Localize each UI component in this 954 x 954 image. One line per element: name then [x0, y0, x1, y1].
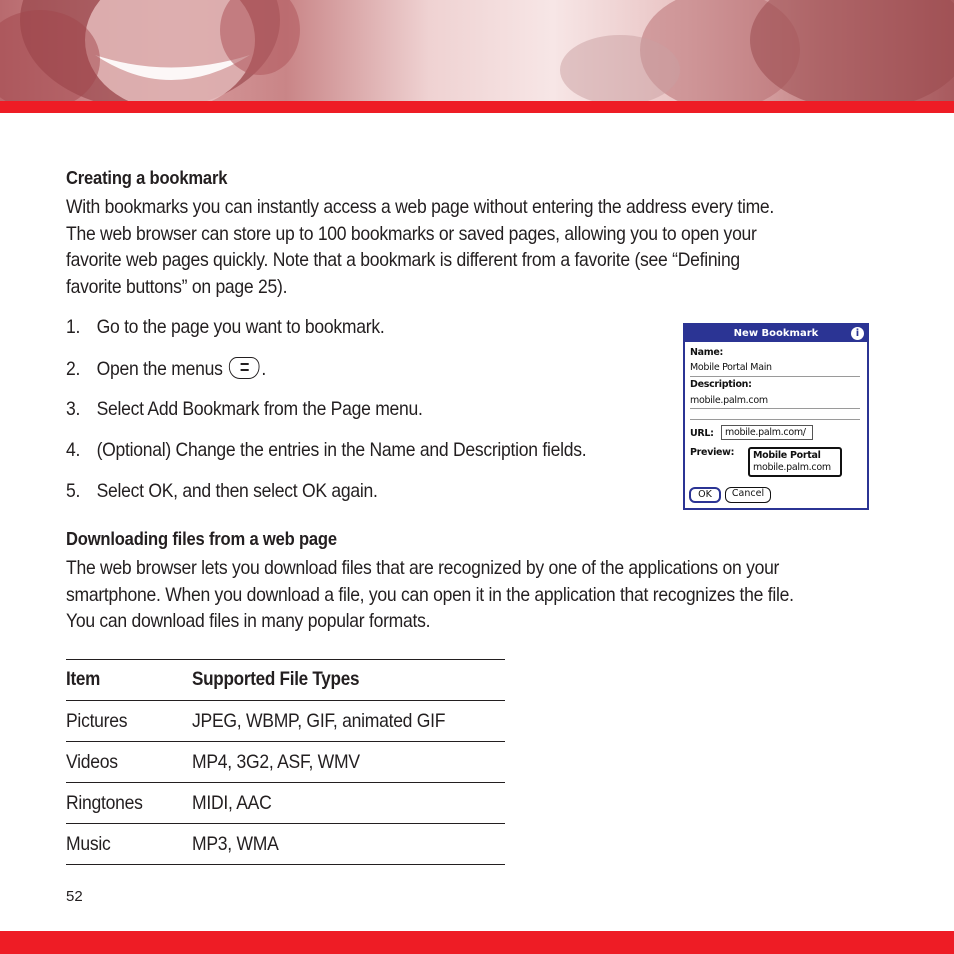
- header-red-bar: [0, 101, 954, 113]
- table-cell: MP4, 3G2, ASF, WMV: [192, 742, 505, 783]
- ok-button[interactable]: OK: [689, 487, 721, 503]
- new-bookmark-screenshot: [683, 323, 869, 510]
- step-1: [66, 316, 384, 339]
- url-label: URL:: [690, 428, 714, 439]
- table-row: [66, 783, 505, 824]
- step-text: Select OK, and then select OK again.: [96, 480, 378, 502]
- step-text: Open the menus: [96, 358, 223, 380]
- cancel-button[interactable]: Cancel: [725, 487, 771, 503]
- paragraph-line: You can download files in many popular formats.: [66, 610, 431, 632]
- dialog-title: New Bookmark: [733, 328, 819, 339]
- paragraph-line: With bookmarks you can instantly access a web page without entering the address every time.: [66, 196, 775, 218]
- preview-label: Preview:: [690, 447, 735, 458]
- menu-key-icon: [229, 357, 260, 379]
- step-text: Go to the page you want to bookmark.: [96, 316, 385, 338]
- preview-subtitle: mobile.palm.com: [753, 462, 831, 473]
- section-heading-downloading: Downloading files from a web page: [66, 529, 337, 549]
- dialog-title-bar: [685, 325, 867, 342]
- table-cell: Music: [66, 824, 192, 865]
- step-2: [66, 357, 266, 381]
- step-number: 5.: [66, 480, 81, 502]
- table-header-types: Supported File Types: [192, 660, 505, 701]
- table-row: [66, 742, 505, 783]
- step-text: Select Add Bookmark from the Page menu.: [96, 398, 423, 420]
- header-photo-banner: [0, 0, 954, 101]
- description-underline-2: [690, 419, 860, 420]
- downloading-paragraph: [66, 555, 867, 635]
- table-cell: JPEG, WBMP, GIF, animated GIF: [192, 701, 505, 742]
- table-cell: Ringtones: [66, 783, 192, 824]
- paragraph-line: favorite web pages quickly. Note that a bookmark is different from a favorite (see “Defining: [66, 249, 740, 271]
- url-field[interactable]: mobile.palm.com/: [721, 425, 813, 440]
- preview-title: Mobile Portal: [753, 450, 821, 461]
- supported-file-types-table: [66, 659, 505, 865]
- footer-red-bar: [0, 931, 954, 954]
- paragraph-line: The web browser lets you download files that are recognized by one of the applications on your: [66, 557, 780, 579]
- step-3: [66, 398, 423, 421]
- table-header-row: [66, 660, 505, 701]
- table-header-item: Item: [66, 660, 192, 701]
- section-heading-bookmark: Creating a bookmark: [66, 168, 228, 188]
- step-text: (Optional) Change the entries in the Name and Description fields.: [96, 439, 587, 461]
- step-5: [66, 480, 378, 503]
- step-number: 4.: [66, 439, 81, 461]
- paragraph-line: smartphone. When you download a file, you can open it in the application that recognizes the file.: [66, 583, 794, 606]
- page-number: 52: [66, 888, 83, 905]
- table-cell: MIDI, AAC: [192, 783, 505, 824]
- description-label: Description:: [690, 379, 752, 390]
- step-suffix: .: [261, 358, 267, 380]
- name-label: Name:: [690, 347, 724, 358]
- paragraph-line: The web browser can store up to 100 bookmarks or saved pages, allowing you to open your: [66, 222, 757, 245]
- name-value[interactable]: Mobile Portal Main: [690, 362, 772, 373]
- step-number: 3.: [66, 398, 81, 420]
- paragraph-line: favorite buttons” on page 25).: [66, 275, 288, 298]
- table-cell: Videos: [66, 742, 192, 783]
- preview-button[interactable]: [748, 447, 842, 477]
- step-number: 2.: [66, 358, 81, 380]
- info-icon[interactable]: i: [851, 327, 864, 340]
- table-row: [66, 824, 505, 865]
- description-underline: [690, 408, 860, 409]
- description-value[interactable]: mobile.palm.com: [690, 395, 768, 406]
- table-row: [66, 701, 505, 742]
- step-4: [66, 439, 586, 462]
- bookmark-paragraph: [66, 194, 867, 300]
- step-number: 1.: [66, 316, 81, 338]
- table-cell: Pictures: [66, 701, 192, 742]
- table-cell: MP3, WMA: [192, 824, 505, 865]
- name-underline: [690, 376, 860, 377]
